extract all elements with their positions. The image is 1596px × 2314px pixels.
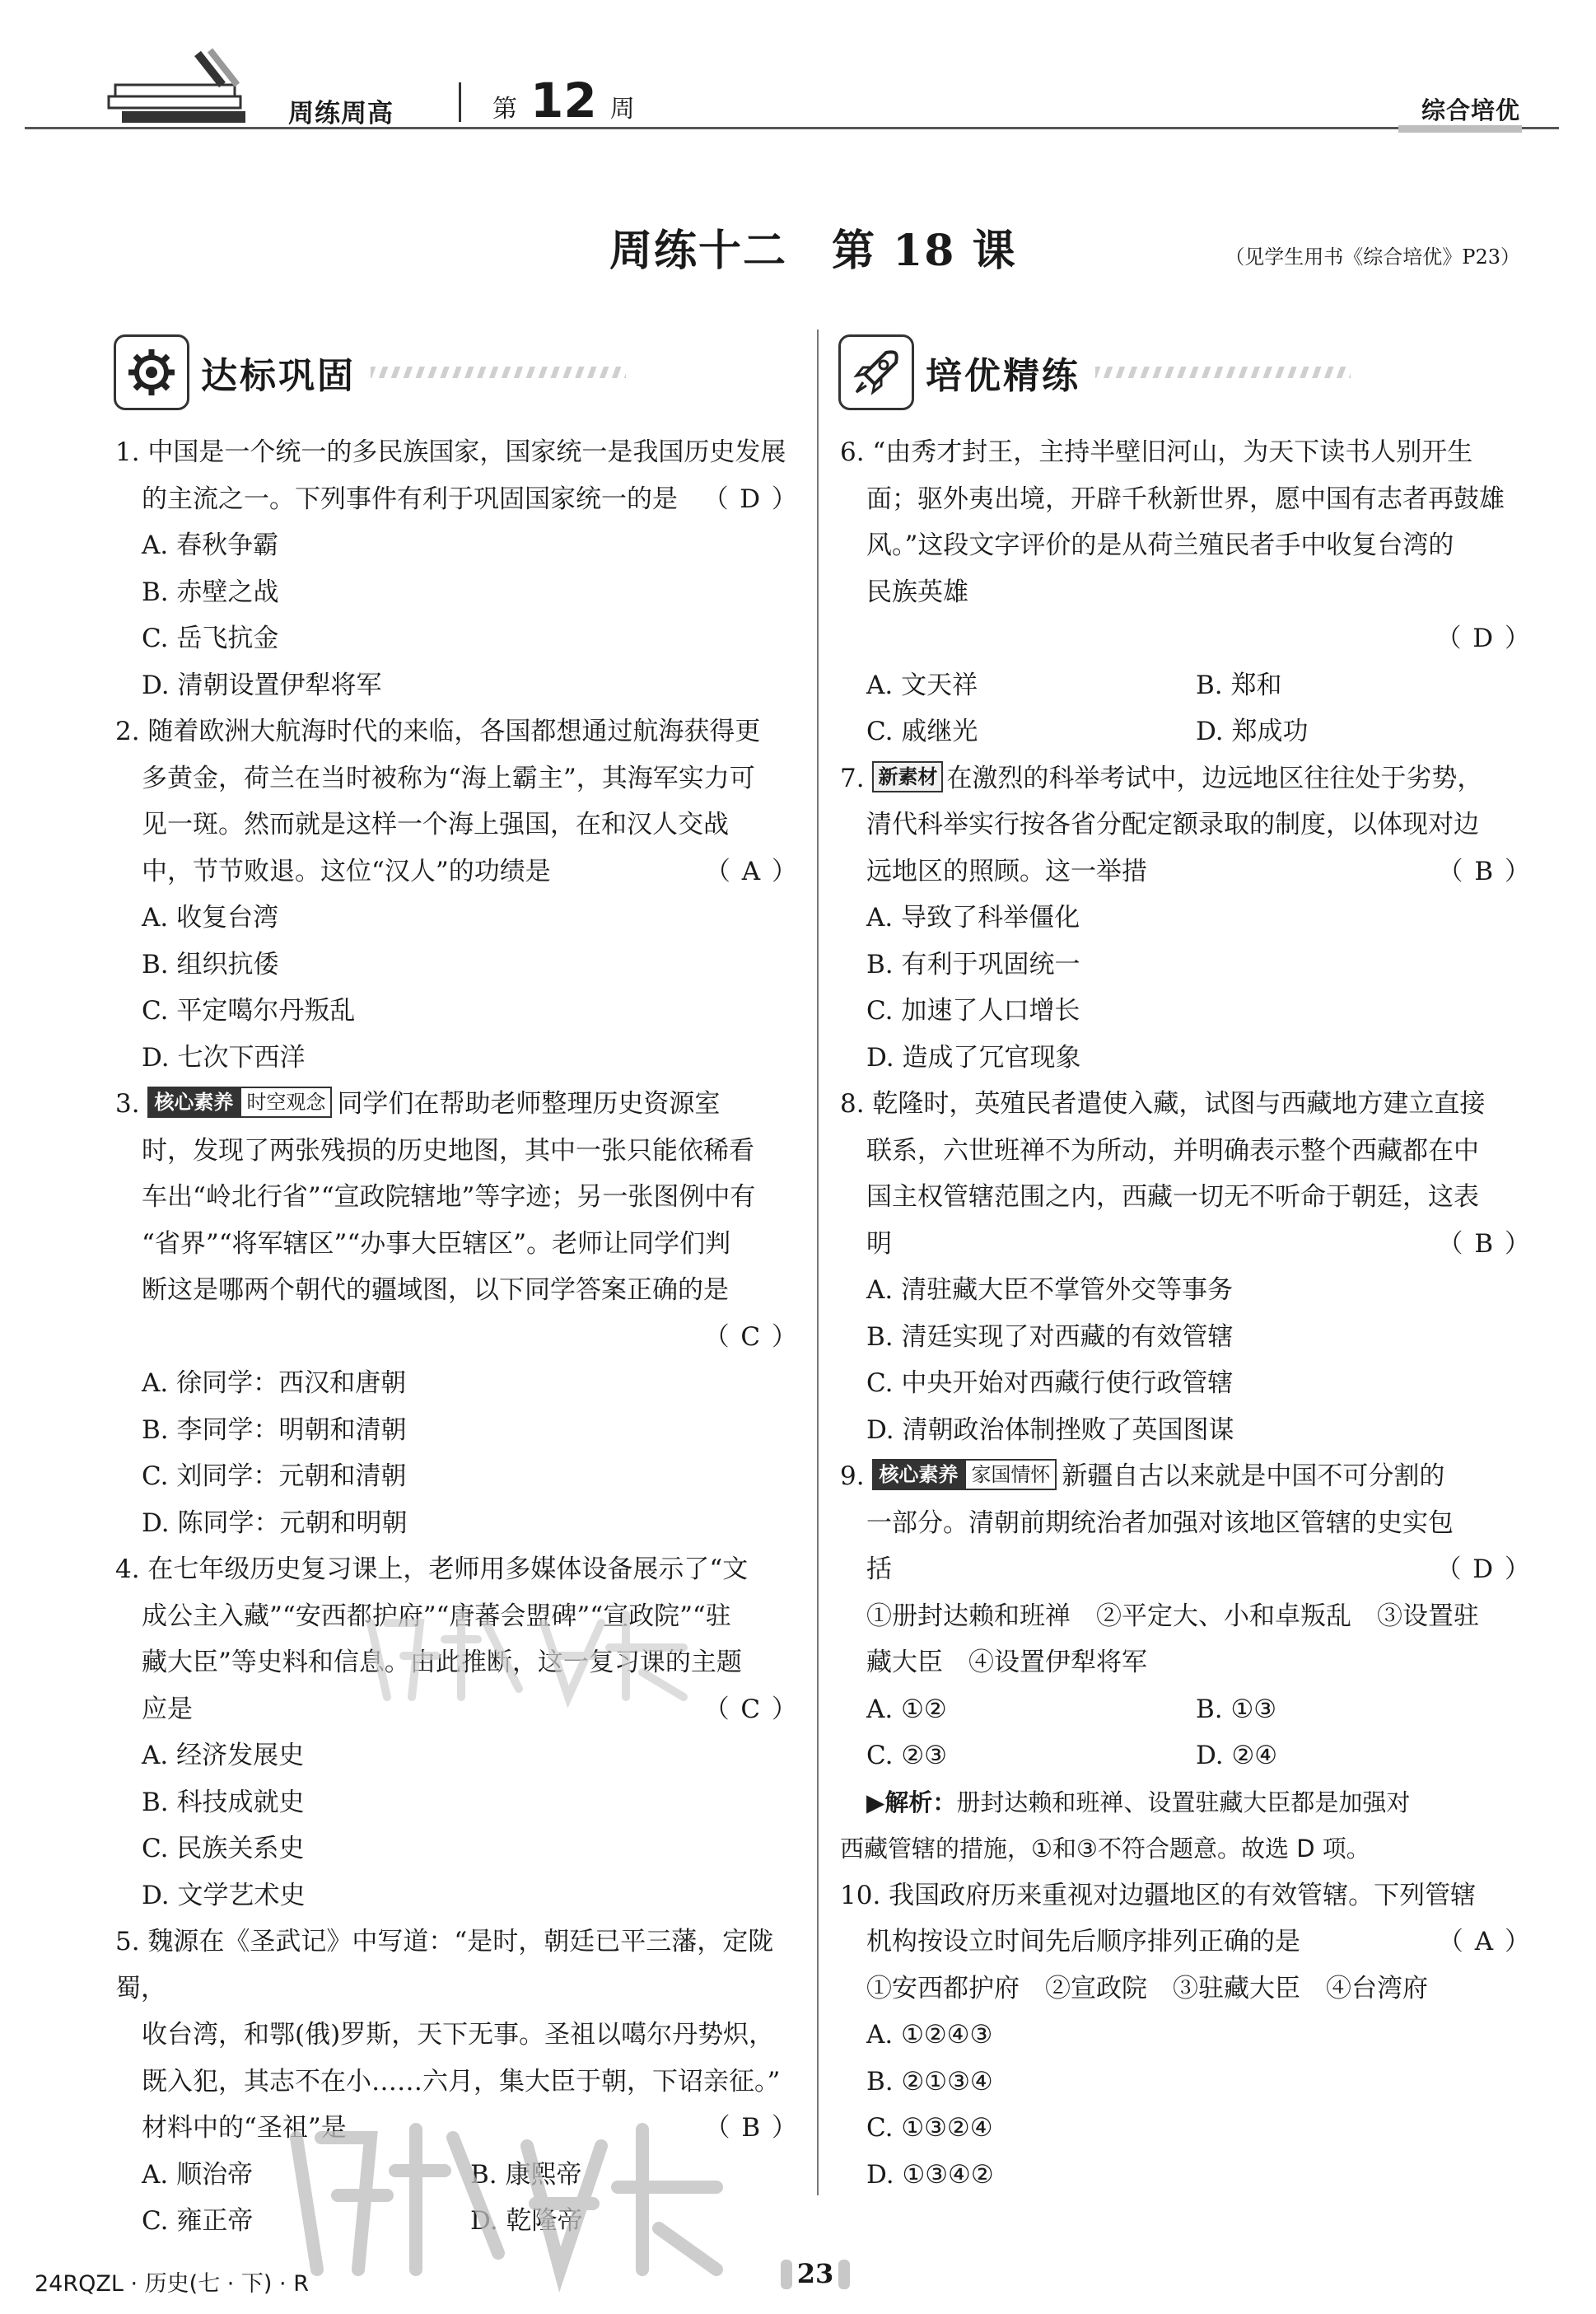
option: B. 康熙帝: [470, 2159, 582, 2190]
option-row: [115, 2152, 799, 2199]
gear-icon: [114, 334, 189, 410]
question-line: （ C ） 应是: [115, 1686, 799, 1733]
question-line: （ D ） 的主流之一。下列事件有利于巩固国家统一的是: [115, 476, 799, 523]
week-number: 12: [530, 72, 597, 129]
question-3: [115, 1081, 799, 1546]
option: C. 岳飞抗金: [142, 624, 279, 653]
answer-mark: （ D ）: [1435, 1554, 1532, 1584]
core-literacy-tag: 核心素养 时空观念: [147, 1087, 332, 1118]
question-line: 一部分。清朝前期统治者加强对该地区管辖的史实包: [866, 1508, 1454, 1538]
answer-mark: （ C ）: [703, 1694, 799, 1724]
option: C. 中央开始对西藏行使行政管辖: [866, 1368, 1234, 1398]
new-material-tag: 新素材: [872, 761, 943, 792]
header-rule: [25, 127, 1559, 129]
section-title-left: 达标巩固: [201, 355, 356, 397]
column-divider: [817, 330, 819, 2195]
question-line: （ A ） 机构按设立时间先后顺序排列正确的是: [840, 1919, 1532, 1966]
option: A. ①②: [866, 1694, 947, 1724]
analysis-label: 解析：: [884, 1788, 957, 1816]
question-line: 1. 中国是一个统一的多民族国家，国家统一是我国历史发展: [115, 437, 786, 467]
question-line: 7. 新素材 在激烈的科举考试中，边远地区往往处于劣势，: [840, 755, 1532, 802]
page-header: [0, 0, 1596, 144]
arrow-icon: ▶: [866, 1788, 885, 1816]
question-2: [115, 708, 799, 1081]
question-line: 断这是哪两个朝代的疆域图，以下同学答案正确的是: [142, 1275, 729, 1305]
question-line: 面；驱外夷出境，开辟千秋新世界，愿中国有志者再鼓雄: [866, 484, 1505, 514]
option-row: [840, 1732, 1532, 1779]
rocket-icon: [838, 334, 914, 410]
option: B. 有利于巩固统一: [866, 949, 1080, 979]
question-line: （ A ） 中，节节败退。这位“汉人”的功绩是: [115, 848, 799, 895]
page-number: 23: [774, 2253, 856, 2294]
section-title-right: 培优精练: [926, 355, 1080, 397]
option: D. 清朝设置伊犁将军: [142, 670, 382, 700]
footer-code: 24RQZL · 历史(七 · 下) · R: [35, 2271, 309, 2297]
question-1: [115, 429, 799, 708]
statement-line: ①册封达赖和班禅 ②平定大、小和卓叛乱 ③设置驻: [866, 1601, 1479, 1631]
option: B. 李同学：明朝和清朝: [142, 1414, 407, 1445]
option: C. 戚继光: [866, 717, 978, 746]
question-line: （ B ） 远地区的照顾。这一举措: [840, 848, 1532, 895]
question-line: 5. 魏源在《圣武记》中写道：“是时，朝廷已平三藩，定陇蜀，: [115, 1927, 774, 2003]
option: B. ②①③④: [866, 2066, 993, 2097]
option: C. 雍正帝: [142, 2206, 254, 2236]
right-column: [840, 429, 1532, 2198]
option: A. 徐同学：西汉和唐朝: [142, 1368, 407, 1398]
brand-name: 周练周高: [288, 99, 394, 129]
option: B. 科技成就史: [142, 1787, 305, 1817]
option: A. 经济发展史: [142, 1741, 305, 1770]
question-line: 4. 在七年级历史复习课上，老师用多媒体设备展示了“文: [115, 1554, 749, 1584]
question-10: [840, 1872, 1532, 2199]
question-line: 多黄金，荷兰在当时被称为“海上霸主”，其海军实力可: [142, 763, 755, 793]
answer-mark: （ C ）: [703, 1321, 799, 1352]
question-4: [115, 1546, 799, 1919]
question-line: （ B ） 明: [840, 1221, 1532, 1268]
week-prefix: 第: [492, 95, 517, 124]
answer-mark: （ D ）: [702, 484, 799, 514]
header-divider: [459, 82, 461, 122]
week-label: [492, 72, 635, 129]
option: B. ①③: [1196, 1694, 1277, 1724]
week-suffix: 周: [609, 95, 635, 124]
answer-mark: （ B ）: [1437, 856, 1532, 886]
option: C. 刘同学：元朝和清朝: [142, 1461, 407, 1491]
section-stripe: [371, 367, 626, 378]
option-row: [115, 2198, 799, 2245]
question-5: [115, 1919, 799, 2245]
question-line: 见一斑。然而就是这样一个海上强国，在和汉人交战: [142, 810, 729, 839]
option: B. 清廷实现了对西藏的有效管辖: [866, 1321, 1234, 1352]
question-line: 民族英雄: [866, 577, 968, 607]
question-line: 2. 随着欧洲大航海时代的来临，各国都想通过航海获得更: [115, 717, 761, 746]
option-row: [840, 708, 1532, 755]
option: C. ①③②④: [866, 2113, 993, 2143]
option: B. 郑和: [1196, 670, 1282, 700]
answer-mark: （ D ）: [1435, 624, 1532, 653]
core-literacy-tag: 核心素养 家国情怀: [872, 1459, 1057, 1490]
question-7: [840, 755, 1532, 1082]
statement-line: 藏大臣 ④设置伊犁将军: [866, 1648, 1147, 1677]
reference-note: （见学生用书《综合培优》P23）: [1225, 245, 1520, 269]
option: A. 清驻藏大臣不掌管外交等事务: [866, 1275, 1234, 1305]
option-row: [840, 662, 1532, 709]
option: D. 乾隆帝: [470, 2206, 583, 2236]
question-line: 9. 核心素养 家国情怀 新疆自古以来就是中国不可分割的: [840, 1453, 1532, 1500]
answer-mark: （ B ）: [1437, 1228, 1532, 1259]
analysis-line: 西藏管辖的措施，①和③不符合题意。故选 D 项。: [840, 1835, 1370, 1863]
question-line: 10. 我国政府历来重视对边疆地区的有效管辖。下列管辖: [840, 1880, 1477, 1910]
question-line: 8. 乾隆时，英殖民者遣使入藏，试图与西藏地方建立直接: [840, 1089, 1486, 1119]
option: D. 郑成功: [1196, 717, 1309, 746]
header-right-label: 综合培优: [1421, 96, 1520, 124]
section-stripe: [1095, 367, 1351, 378]
option: C. 平定噶尔丹叛乱: [142, 996, 356, 1026]
question-line: 6. “由秀才封王，主持半壁旧河山，为天下读书人别开生: [840, 437, 1473, 467]
question-line: 收台湾，和鄂(俄)罗斯，天下无事。圣祖以噶尔丹势炽，: [142, 2020, 775, 2050]
option-row: [840, 1686, 1532, 1733]
option: A. 顺治帝: [142, 2159, 254, 2190]
option: A. 导致了科举僵化: [866, 903, 1080, 933]
option: D. 文学艺术史: [142, 1880, 306, 1910]
option: A. 收复台湾: [142, 903, 279, 933]
question-line: “省界”“将军辖区”“办事大臣辖区”。老师让同学们判: [142, 1228, 731, 1259]
answer-mark: （ B ）: [704, 2113, 799, 2143]
option: C. ②③: [866, 1741, 947, 1770]
books-logo-icon: [107, 45, 251, 128]
question-line: （ D ） 括: [840, 1546, 1532, 1593]
question-line: 时，发现了两张残损的历史地图，其中一张只能依稀看: [142, 1135, 754, 1166]
option: D. ②④: [1196, 1741, 1278, 1770]
option: D. 造成了冗官现象: [866, 1042, 1081, 1073]
left-column: [115, 429, 799, 2245]
question-6: [840, 429, 1532, 755]
option: A. 春秋争霸: [142, 531, 279, 560]
question-line: 风。”这段文字评价的是从荷兰殖民者手中收复台湾的: [866, 531, 1454, 560]
answer-mark: （ A ）: [704, 856, 799, 886]
option: B. 赤壁之战: [142, 577, 279, 607]
question-line: 清代科举实行按各省分配定额录取的制度，以体现对边: [866, 810, 1479, 839]
question-line: 藏大臣”等史料和信息。由此推断，这一复习课的主题: [142, 1648, 742, 1677]
question-line: 既入犯，其志不在小……六月，集大臣于朝，下诏亲征。”: [142, 2066, 781, 2097]
section-head-right: [838, 331, 1351, 414]
question-line: 国主权管辖范围之内，西藏一切无不听命于朝廷，这表: [866, 1182, 1479, 1212]
question-line: 3. 核心素养 时空观念 同学们在帮助老师整理历史资源室: [115, 1081, 799, 1128]
question-line: 联系，六世班禅不为所动，并明确表示整个西藏都在中: [866, 1135, 1479, 1166]
question-8: [840, 1081, 1532, 1453]
header-right-bar: [1398, 125, 1522, 133]
page-title: 周练十二 第 18 课: [609, 226, 1017, 276]
question-line: 车出“岭北行省”“宣政院辖地”等字迹；另一张图例中有: [142, 1182, 756, 1212]
option: D. 七次下西洋: [142, 1042, 306, 1073]
option: D. ①③④②: [866, 2159, 994, 2190]
option: D. 陈同学：元朝和明朝: [142, 1508, 408, 1538]
question-line: （ B ） 材料中的“圣祖”是: [115, 2105, 799, 2152]
question-line: 成公主入藏”“安西都护府”“唐蕃会盟碑”“宣政院”“驻: [142, 1601, 731, 1631]
option: B. 组织抗倭: [142, 949, 279, 979]
section-head-left: [114, 331, 626, 414]
statement-line: ①安西都护府 ②宣政院 ③驻藏大臣 ④台湾府: [866, 1973, 1428, 2003]
option: A. ①②④③: [866, 2020, 993, 2050]
analysis-line: ▶解析：册封达赖和班禅、设置驻藏大臣都是加强对: [866, 1788, 1411, 1816]
answer-mark: （ A ）: [1437, 1927, 1532, 1956]
question-9: [840, 1453, 1532, 1872]
option: D. 清朝政治体制挫败了英国图谋: [866, 1414, 1234, 1445]
question-line: [115, 1314, 799, 1361]
question-line: [840, 615, 1532, 662]
option: C. 加速了人口增长: [866, 996, 1080, 1026]
option: C. 民族关系史: [142, 1834, 305, 1863]
option: A. 文天祥: [866, 670, 978, 700]
